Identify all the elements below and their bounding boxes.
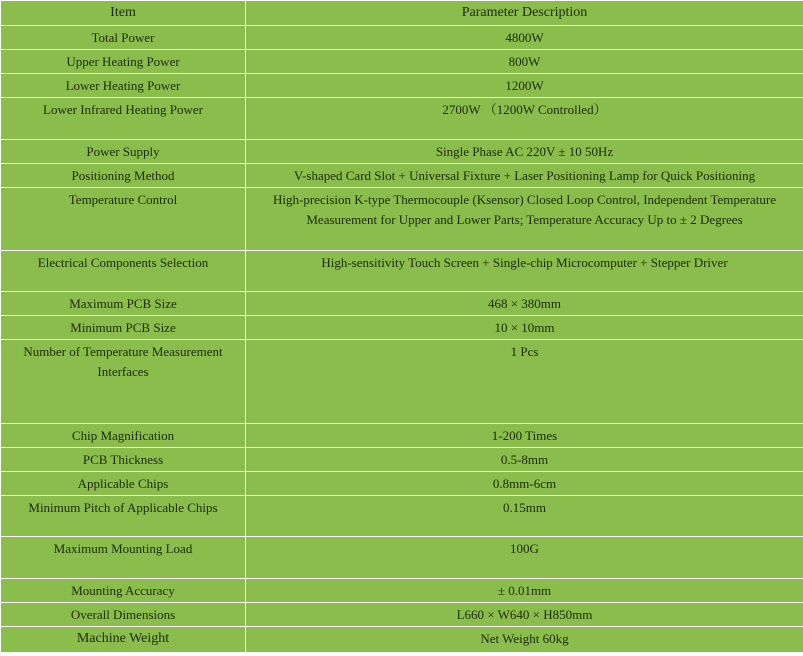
row-item: Machine Weight — [1, 627, 246, 653]
table-row — [1, 340, 803, 424]
row-item: Chip Magnification — [1, 424, 246, 448]
row-item: Minimum PCB Size — [1, 316, 246, 340]
row-item: Temperature Control — [1, 188, 246, 251]
row-value: Single Phase AC 220V ± 10 50Hz — [246, 140, 803, 164]
row-item: Maximum PCB Size — [1, 292, 246, 316]
row-item: PCB Thickness — [1, 448, 246, 472]
row-value: 0.15mm — [246, 496, 803, 537]
row-value: 1200W — [246, 74, 803, 98]
row-item: Total Power — [1, 26, 246, 50]
row-value: 10 × 10mm — [246, 316, 803, 340]
row-item: Minimum Pitch of Applicable Chips — [1, 496, 246, 537]
table-row — [1, 50, 803, 74]
row-item: Maximum Mounting Load — [1, 537, 246, 579]
table-row — [1, 603, 803, 627]
table-row — [1, 627, 803, 653]
row-value: High-sensitivity Touch Screen + Single-chip Microcomputer + Stepper Driver — [246, 251, 803, 292]
table-header-row — [1, 1, 803, 26]
row-value: 4800W — [246, 26, 803, 50]
table-row — [1, 316, 803, 340]
row-item: Lower Heating Power — [1, 74, 246, 98]
row-value: 468 × 380mm — [246, 292, 803, 316]
row-value: 2700W （1200W Controlled） — [246, 98, 803, 140]
row-value: 0.8mm-6cm — [246, 472, 803, 496]
row-value: 0.5-8mm — [246, 448, 803, 472]
table-row — [1, 140, 803, 164]
row-value: 800W — [246, 50, 803, 74]
row-value: 1-200 Times — [246, 424, 803, 448]
table-row — [1, 164, 803, 188]
row-item: Electrical Components Selection — [1, 251, 246, 292]
header-item: Item — [1, 1, 246, 26]
row-item: Applicable Chips — [1, 472, 246, 496]
table-row — [1, 579, 803, 603]
table-row — [1, 424, 803, 448]
row-value: V-shaped Card Slot + Universal Fixture + Laser Positioning Lamp for Quick Positioning — [246, 164, 803, 188]
table-row — [1, 537, 803, 579]
row-value: L660 × W640 × H850mm — [246, 603, 803, 627]
table-row — [1, 292, 803, 316]
table-row — [1, 26, 803, 50]
table-row — [1, 74, 803, 98]
table-row — [1, 496, 803, 537]
header-description: Parameter Description — [246, 1, 803, 26]
table-row — [1, 251, 803, 292]
row-value: 1 Pcs — [246, 340, 803, 424]
row-item: Mounting Accuracy — [1, 579, 246, 603]
table-row — [1, 472, 803, 496]
table-row — [1, 188, 803, 251]
row-item: Lower Infrared Heating Power — [1, 98, 246, 140]
row-item: Number of Temperature Measurement Interfaces — [1, 340, 246, 424]
row-item: Power Supply — [1, 140, 246, 164]
table-row — [1, 448, 803, 472]
row-item: Positioning Method — [1, 164, 246, 188]
row-value: ± 0.01mm — [246, 579, 803, 603]
row-value: Net Weight 60kg — [246, 627, 803, 653]
row-item: Upper Heating Power — [1, 50, 246, 74]
row-value: 100G — [246, 537, 803, 579]
row-value: High-precision K-type Thermocouple (Ksensor) Closed Loop Control, Independent Temperature Measurement for Upper and Lower Parts; Temperature Accuracy Up to ± 2 Degrees — [246, 188, 803, 251]
row-item: Overall Dimensions — [1, 603, 246, 627]
table-row — [1, 98, 803, 140]
